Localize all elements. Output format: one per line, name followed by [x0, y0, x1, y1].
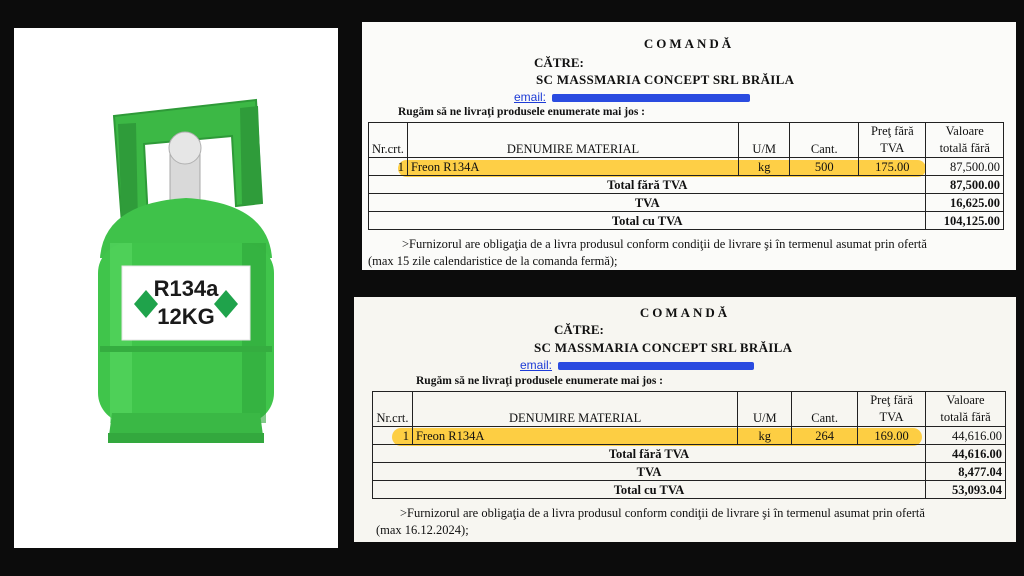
- order-table: [368, 122, 1004, 230]
- total-cu-tva-label: Total cu TVA: [373, 481, 926, 499]
- header-denumire: DENUMIRE MATERIAL: [412, 392, 737, 427]
- cell-nr: 1: [373, 427, 413, 445]
- order-intro: Rugăm să ne livraţi produsele enumerate mai jos :: [416, 375, 664, 387]
- delivery-note-line2: (max 15 zile calendaristice de la comanda fermă);: [368, 254, 618, 268]
- total-cu-tva-value: 104,125.00: [926, 212, 1004, 230]
- header-denumire: DENUMIRE MATERIAL: [407, 123, 738, 158]
- tva-label: TVA: [369, 194, 926, 212]
- company-name: SC MASSMARIA CONCEPT SRL BRĂILA: [536, 72, 795, 87]
- total-row: [373, 481, 1006, 499]
- table-row: [373, 427, 1006, 445]
- redacted-email: [558, 362, 754, 370]
- cylinder-label-gas: R134a: [153, 276, 219, 301]
- cell-denumire: Freon R134A: [407, 158, 738, 176]
- document-title: COMANDĂ: [643, 36, 735, 51]
- header-valoare: [926, 123, 1004, 158]
- total-row: [369, 212, 1004, 230]
- cell-cant: 264: [792, 427, 858, 445]
- cell-nr: 1: [369, 158, 408, 176]
- total-row: [373, 463, 1006, 481]
- header-pret-line2: TVA: [879, 410, 904, 424]
- email-label[interactable]: email:: [520, 358, 553, 372]
- delivery-note-line1: >Furnizorul are obligaţia de a livra produsul conform condiţii de livrare şi în termenul asumat prin ofertă: [400, 506, 925, 520]
- total-row: [369, 194, 1004, 212]
- order-document-2: [354, 297, 1016, 542]
- header-pret: [859, 123, 926, 158]
- delivery-note-line1: >Furnizorul are obligaţia de a livra produsul conform condiţii de livrare şi în termenul asumat prin ofertă: [402, 237, 927, 251]
- header-pret-line1: Preţ fără: [870, 393, 913, 407]
- header-um: U/M: [739, 123, 790, 158]
- cell-valoare: 44,616.00: [926, 427, 1006, 445]
- delivery-note-line2: (max 16.12.2024);: [376, 523, 469, 537]
- total-fara-tva-label: Total fără TVA: [369, 176, 926, 194]
- cell-um: kg: [738, 427, 792, 445]
- redacted-email: [552, 94, 750, 102]
- header-valoare-line2: totală fără: [939, 141, 990, 155]
- total-fara-tva-value: 44,616.00: [926, 445, 1006, 463]
- header-cant: Cant.: [792, 392, 858, 427]
- cell-pret: 175.00: [859, 158, 926, 176]
- email-label[interactable]: email:: [514, 90, 547, 104]
- header-valoare: [926, 392, 1006, 427]
- table-header-row: [369, 123, 1004, 158]
- cell-denumire: Freon R134A: [412, 427, 737, 445]
- header-pret: [858, 392, 926, 427]
- table-header-row: [373, 392, 1006, 427]
- header-valoare-line2: totală fără: [940, 410, 991, 424]
- cell-um: kg: [739, 158, 790, 176]
- recipient-label: CĂTRE:: [554, 322, 604, 337]
- document-title: COMANDĂ: [639, 305, 731, 320]
- total-cu-tva-label: Total cu TVA: [369, 212, 926, 230]
- total-fara-tva-label: Total fără TVA: [373, 445, 926, 463]
- total-cu-tva-value: 53,093.04: [926, 481, 1006, 499]
- gas-cylinder-illustration: [14, 28, 338, 548]
- header-nr: Nr.crt.: [369, 123, 408, 158]
- header-pret-line2: TVA: [880, 141, 905, 155]
- total-row: [373, 445, 1006, 463]
- order-intro: Rugăm să ne livraţi produsele enumerate mai jos :: [398, 106, 646, 118]
- header-pret-line1: Preţ fără: [870, 124, 914, 138]
- cell-valoare: 87,500.00: [926, 158, 1004, 176]
- order-document-1: [362, 22, 1016, 270]
- header-cant: Cant.: [790, 123, 859, 158]
- header-nr: Nr.crt.: [373, 392, 413, 427]
- cylinder-label-weight: 12KG: [157, 304, 215, 329]
- cell-pret: 169.00: [858, 427, 926, 445]
- total-row: [369, 176, 1004, 194]
- cylinder-photo: [14, 28, 338, 548]
- tva-label: TVA: [373, 463, 926, 481]
- table-row: [369, 158, 1004, 176]
- company-name: SC MASSMARIA CONCEPT SRL BRĂILA: [534, 340, 793, 355]
- cell-cant: 500: [790, 158, 859, 176]
- recipient-label: CĂTRE:: [534, 55, 584, 70]
- header-um: U/M: [738, 392, 792, 427]
- header-valoare-line1: Valoare: [946, 393, 985, 407]
- tva-value: 8,477.04: [926, 463, 1006, 481]
- header-valoare-line1: Valoare: [945, 124, 984, 138]
- total-fara-tva-value: 87,500.00: [926, 176, 1004, 194]
- tva-value: 16,625.00: [926, 194, 1004, 212]
- order-table: [372, 391, 1006, 499]
